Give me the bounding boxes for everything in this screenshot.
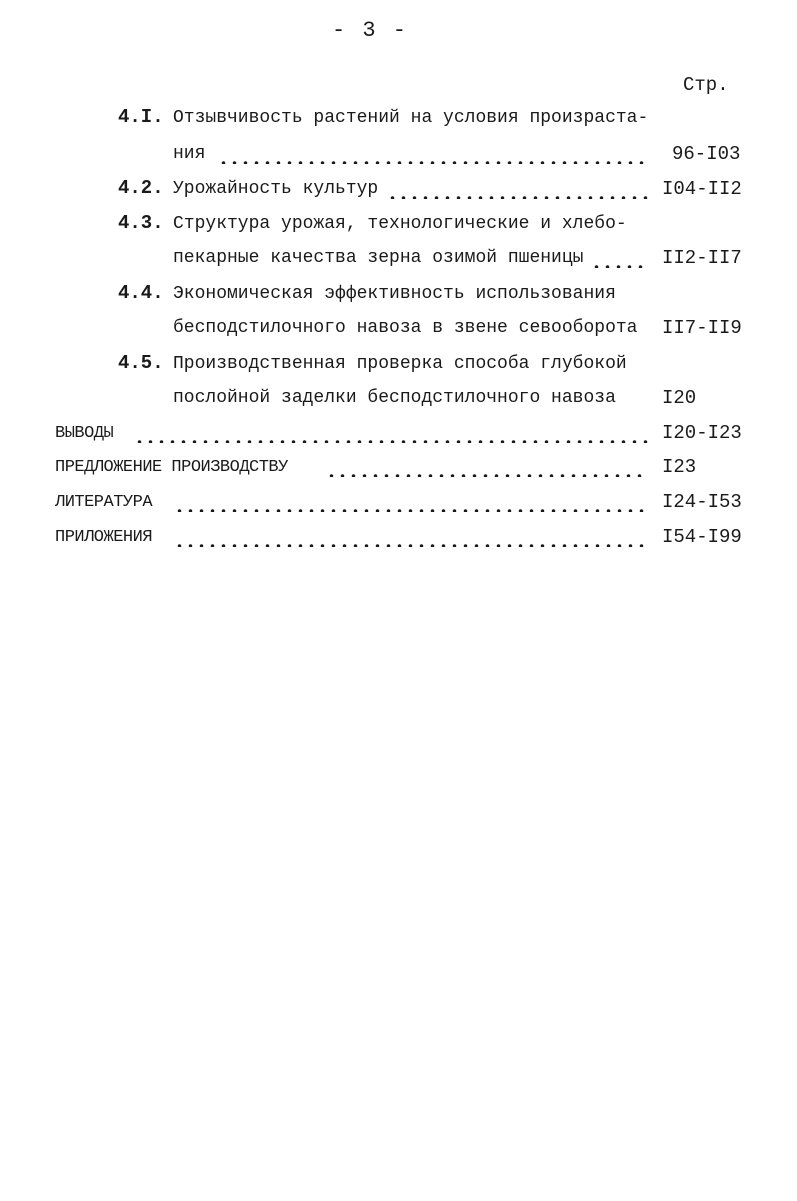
entry-pages: II7-II9 xyxy=(662,317,742,339)
entry-pages: II2-II7 xyxy=(662,247,742,269)
section-title: ЛИТЕРАТУРА xyxy=(55,493,153,512)
entry-number: 4.5. xyxy=(118,352,164,374)
page-number: - 3 - xyxy=(331,18,408,43)
page-column-header: Стр. xyxy=(683,74,729,96)
section-pages: I20-I23 xyxy=(662,422,742,444)
entry-number: 4.I. xyxy=(118,106,164,128)
section-pages: I24-I53 xyxy=(662,491,742,513)
entry-pages: I20 xyxy=(662,387,697,409)
entry-title-line1: Структура урожая, технологические и хлебо- xyxy=(173,214,627,234)
entry-number: 4.2. xyxy=(118,177,164,199)
dot-leader xyxy=(591,250,649,268)
entry-title-line2: пекарные качества зерна озимой пшеницы xyxy=(173,248,584,268)
entry-title-line2: бесподстилочного навоза в звене севооборота xyxy=(173,318,638,338)
entry-number: 4.3. xyxy=(118,212,164,234)
dot-leader xyxy=(387,181,651,199)
dot-leader xyxy=(218,146,648,164)
entry-title-line1: Отзывчивость растений на условия произраста- xyxy=(173,108,649,128)
entry-title-line1: Производственная проверка способа глубокой xyxy=(173,354,627,374)
entry-number: 4.4. xyxy=(118,282,164,304)
section-pages: I23 xyxy=(662,456,697,478)
dot-leader xyxy=(174,529,648,547)
entry-title-line2: послойной заделки бесподстилочного навоза xyxy=(173,388,616,408)
dot-leader xyxy=(326,459,648,477)
entry-title-line2: ния xyxy=(173,144,206,164)
section-title: ВЫВОДЫ xyxy=(55,424,114,443)
section-title: ПРЕДЛОЖЕНИЕ ПРОИЗВОДСТВУ xyxy=(55,458,288,477)
entry-title-line1: Экономическая эффективность использования xyxy=(173,284,616,304)
dot-leader xyxy=(134,425,648,443)
section-pages: I54-I99 xyxy=(662,526,742,548)
dot-leader xyxy=(174,494,648,512)
entry-pages: I04-II2 xyxy=(662,178,742,200)
entry-pages: 96-I03 xyxy=(672,143,741,165)
section-title: ПРИЛОЖЕНИЯ xyxy=(55,528,153,547)
entry-title-line1: Урожайность культур xyxy=(173,179,379,199)
